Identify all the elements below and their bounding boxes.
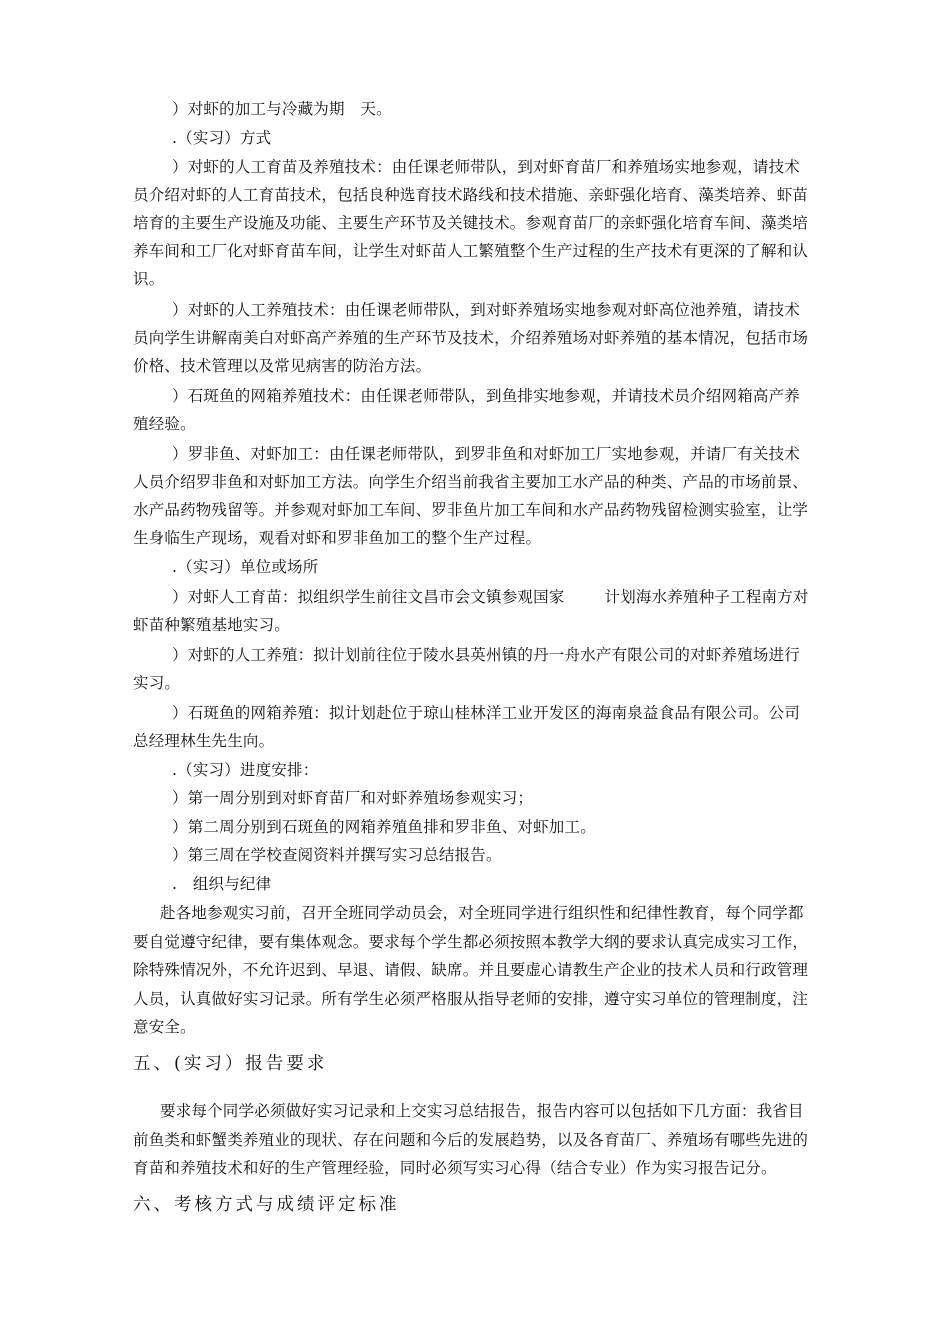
text-line: 殖经验。 xyxy=(133,415,196,433)
text-line: 人员，认真做好实习记录。所有学生必须严格服从指导老师的安排，遵守实习单位的管理制度，注 xyxy=(133,990,809,1008)
text-line: 员向学生讲解南美白对虾高产养殖的生产环节及技术，介绍养殖场对虾养殖的基本情况，包括市场 xyxy=(133,329,809,347)
text-line: ）对虾的人工养殖技术：由任课老师带队，到对虾养殖场实地参观对虾高位池养殖，请技术 xyxy=(172,301,801,319)
text-line: 识。 xyxy=(133,270,165,288)
text-line: 育苗和养殖技术和好的生产管理经验，同时必须写实习心得（结合专业）作为实习报告记分。 xyxy=(133,1159,777,1177)
text-line: 前鱼类和虾蟹类养殖业的现状、存在问题和今后的发展趋势，以及各育苗厂、养殖场有哪些先进的 xyxy=(133,1131,809,1149)
text-line: ）对虾的人工育苗及养殖技术：由任课老师带队，到对虾育苗厂和养殖场实地参观，请技术 xyxy=(172,158,801,176)
text-line: 生身临生产现场，观看对虾和罗非鱼加工的整个生产过程。 xyxy=(133,529,542,547)
section-heading: 六、考核方式与成绩评定标准 xyxy=(133,1195,400,1215)
text-line: 除特殊情况外，不允许迟到、早退、请假、缺席。并且要虚心请教生产企业的技术人员和行政管理 xyxy=(133,961,809,979)
text-line: ）第一周分别到对虾育苗厂和对虾养殖场参观实习； xyxy=(172,789,534,807)
text-line xyxy=(172,587,853,607)
text-line: ）石斑鱼的网箱养殖：拟计划赴位于琼山桂林洋工业开发区的海南泉益食品有限公司。公司 xyxy=(172,704,801,722)
text-line: 要求每个同学必须做好实习记录和上交实习总结报告，报告内容可以包括如下几方面：我省目 xyxy=(160,1102,804,1120)
text-segment: ）对虾人工育苗：拟组织学生前往文昌市会文镇参观国家 xyxy=(172,588,565,606)
text-line: ）罗非鱼、对虾加工：由任课老师带队，到罗非鱼和对虾加工厂实地参观，并请厂有关技术 xyxy=(172,445,801,463)
text-line: ）对虾的加工与冷藏为期 天。 xyxy=(172,100,392,118)
text-line: 总经理林生先生向。 xyxy=(133,732,275,750)
text-line: 实习。 xyxy=(133,674,181,692)
text-line: 培育的主要生产设施及功能、主要生产环节及关键技术。参观育苗厂的亲虾强化培育车间、藻类培 xyxy=(133,214,809,232)
text-line: 人员介绍罗非鱼和对虾加工方法。向学生介绍当前我省主要加工水产品的种类、产品的市场前景、 xyxy=(133,473,809,491)
text-line: 要自觉遵守纪律，要有集体观念。要求每个学生都必须按照本教学大纲的要求认真完成实习工作， xyxy=(133,933,809,951)
section-label: .（实习）单位或场所 xyxy=(172,558,319,576)
text-line: 员介绍对虾的人工育苗技术，包括良种选育技术路线和技术措施、亲虾强化培育、藻类培养、虾苗 xyxy=(133,186,809,204)
text-segment: 计划海水养殖种子工程南方对 xyxy=(604,588,809,606)
text-line: ）第三周在学校查阅资料并撰写实习总结报告。 xyxy=(172,846,502,864)
text-line: ）对虾的人工养殖：拟计划前往位于陵水县英州镇的丹一舟水产有限公司的对虾养殖场进行 xyxy=(172,646,801,664)
text-line: ）第二周分别到石斑鱼的网箱养殖鱼排和罗非鱼、对虾加工。 xyxy=(172,818,596,836)
text-line: 养车间和工厂化对虾育苗车间，让学生对虾苗人工繁殖整个生产过程的生产技术有更深的了解和认 xyxy=(133,242,809,260)
text-line: 意安全。 xyxy=(133,1018,196,1036)
text-line: 水产品药物残留等。并参观对虾加工车间、罗非鱼片加工车间和水产品药物残留检测实验室，让学 xyxy=(133,501,809,519)
section-label: .（实习）进度安排： xyxy=(172,761,319,779)
text-line: 赴各地参观实习前，召开全班同学动员会，对全班同学进行组织性和纪律性教育，每个同学都 xyxy=(160,904,804,922)
text-line: 虾苗种繁殖基地实习。 xyxy=(133,616,291,634)
section-label: .（实习）方式 xyxy=(172,129,272,147)
text-line: 价格、技术管理以及常见病害的防治方法。 xyxy=(133,357,432,375)
section-heading: 五、(实习）报告要求 xyxy=(133,1054,328,1074)
text-line: ）石斑鱼的网箱养殖技术：由任课老师带队，到鱼排实地参观，并请技术员介绍网箱高产养 xyxy=(172,387,801,405)
section-label: . 组织与纪律 xyxy=(172,875,272,893)
